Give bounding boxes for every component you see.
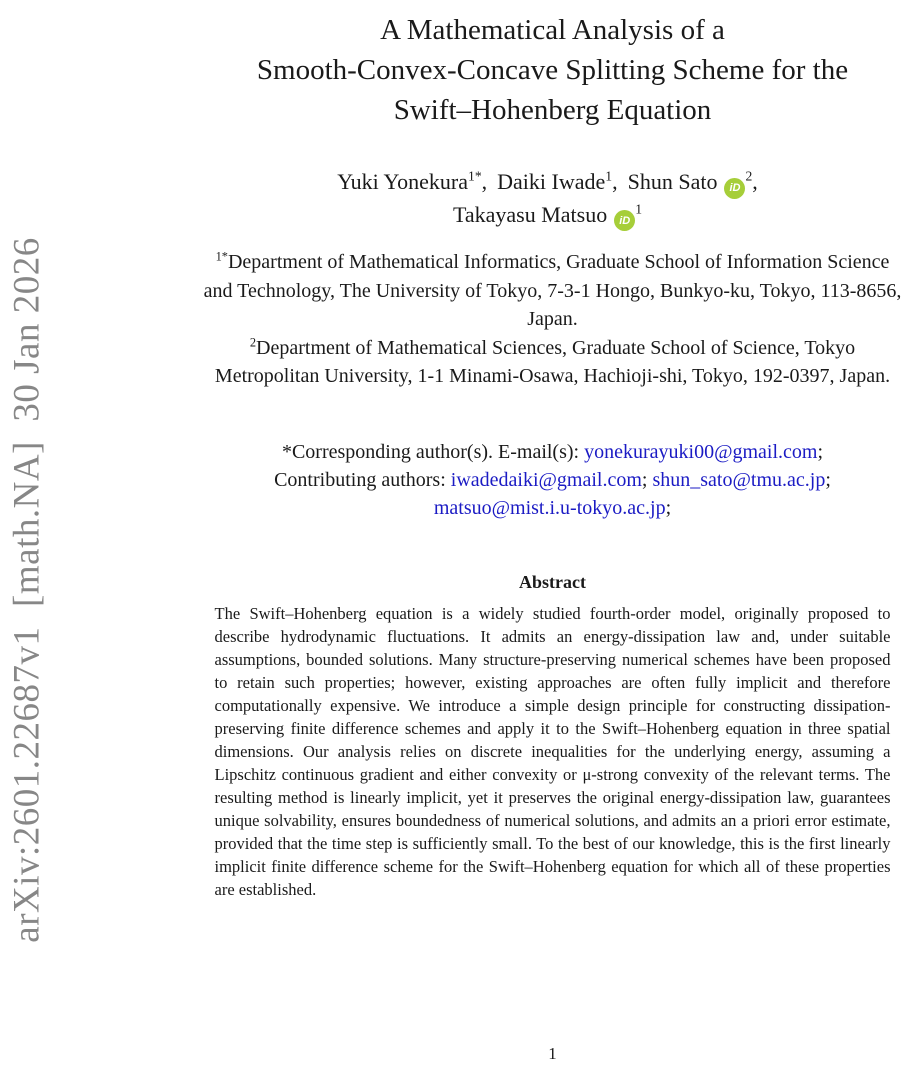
orcid-icon[interactable]: iD — [614, 210, 635, 231]
affiliations — [195, 248, 910, 391]
contributing-authors-label: Contributing authors: — [274, 468, 451, 491]
author-affil-marker: 2 — [745, 168, 753, 184]
orcid-icon[interactable]: iD — [724, 178, 745, 199]
paper-title — [195, 10, 910, 130]
affiliation-text: Department of Mathematical Sciences, Graduate School of Science, Tokyo Metropolitan University, 1-1 Minami-Osawa, Hachioji-shi, Tokyo, 192-0397, Japan. — [214, 336, 891, 387]
affiliation-text: Department of Mathematical Informatics, Graduate School of Information Science and Technology, The University of Tokyo, 7-3-1 Hongo, Bunkyo-ku, Tokyo, 113-8656, Japan. — [203, 251, 902, 330]
affiliation-marker: 2 — [249, 334, 257, 349]
author-sato — [628, 169, 768, 194]
email-link-contributing-3[interactable]: matsuo@mist.i.u-tokyo.ac.jp — [433, 496, 666, 519]
author-affil-marker: 1* — [468, 168, 482, 184]
author-separator: , — [752, 169, 758, 194]
email-link-contributing-2[interactable]: shun_sato@tmu.ac.jp — [652, 468, 826, 491]
author-name: Takayasu Matsuo — [452, 201, 608, 227]
arxiv-watermark: arXiv:2601.22687v1 [math.NA] 30 Jan 2026 — [6, 237, 48, 943]
corresponding-author-label: *Corresponding author(s). E-mail(s): — [281, 440, 585, 463]
page-content — [195, 0, 910, 901]
author-iwade — [497, 169, 627, 194]
punctuation: ; — [817, 440, 824, 463]
authors-line-2 — [195, 199, 910, 232]
contact-info — [195, 438, 910, 522]
authors-line-1 — [195, 166, 910, 199]
author-name: Yuki Yonekura — [337, 169, 469, 194]
author-name: Daiki Iwade — [497, 169, 606, 194]
paper-title-line-2: Smooth-Convex-Concave Splitting Scheme for the — [256, 54, 849, 86]
affiliation-marker: 1* — [215, 249, 228, 264]
email-link-contributing-1[interactable]: iwadedaiki@gmail.com — [450, 468, 642, 491]
abstract-section — [195, 572, 910, 901]
authors — [195, 166, 910, 231]
page-number: 1 — [548, 1044, 557, 1063]
author-affil-marker: 1 — [635, 201, 643, 217]
affiliation-1 — [203, 248, 903, 334]
author-separator: , — [481, 169, 488, 194]
punctuation: ; — [825, 468, 831, 491]
author-name: Shun Sato — [627, 169, 718, 194]
paper-title-line-1: A Mathematical Analysis of a — [380, 14, 725, 46]
author-matsuo — [453, 202, 652, 227]
author-affil-marker: 1 — [605, 168, 613, 184]
punctuation: ; — [641, 468, 653, 491]
author-separator: , — [612, 169, 618, 194]
author-yonekura — [337, 169, 497, 194]
email-link-corresponding[interactable]: yonekurayuki00@gmail.com — [584, 440, 818, 463]
punctuation: ; — [665, 496, 672, 519]
abstract-heading: Abstract — [519, 571, 586, 592]
paper-title-line-3: Swift–Hohenberg Equation — [393, 94, 712, 126]
abstract-text: The Swift–Hohenberg equation is a widely studied fourth-order model, originally proposed to describe hydrodynamic fluctuations. It admits an energy-dissipation law and, under suitable assumptions, bounded solutions. Many structure-preserving numerical schemes have been proposed to retain such properties; however, existing approaches are often fully implicit and therefore computationally expensive. We introduce a simple design principle for constructing dissipation-preserving finite difference schemes and apply it to the Swift–Hohenberg equation in three spatial dimensions. Our analysis relies on discrete inequalities for the underlying energy, assuming a Lipschitz continuous gradient and either convexity or μ-strong convexity of the relevant terms. The resulting method is linearly implicit, yet it preserves the original energy-dissipation law, guarantees unique solvability, ensures boundedness of numerical solutions, and admits an a priori error estimate, provided that the time step is sufficiently small. To the best of our knowledge, this is the first linearly implicit finite difference scheme for the Swift–Hohenberg equation for which all of these properties are established. — [214, 603, 891, 899]
affiliation-2 — [203, 334, 903, 391]
